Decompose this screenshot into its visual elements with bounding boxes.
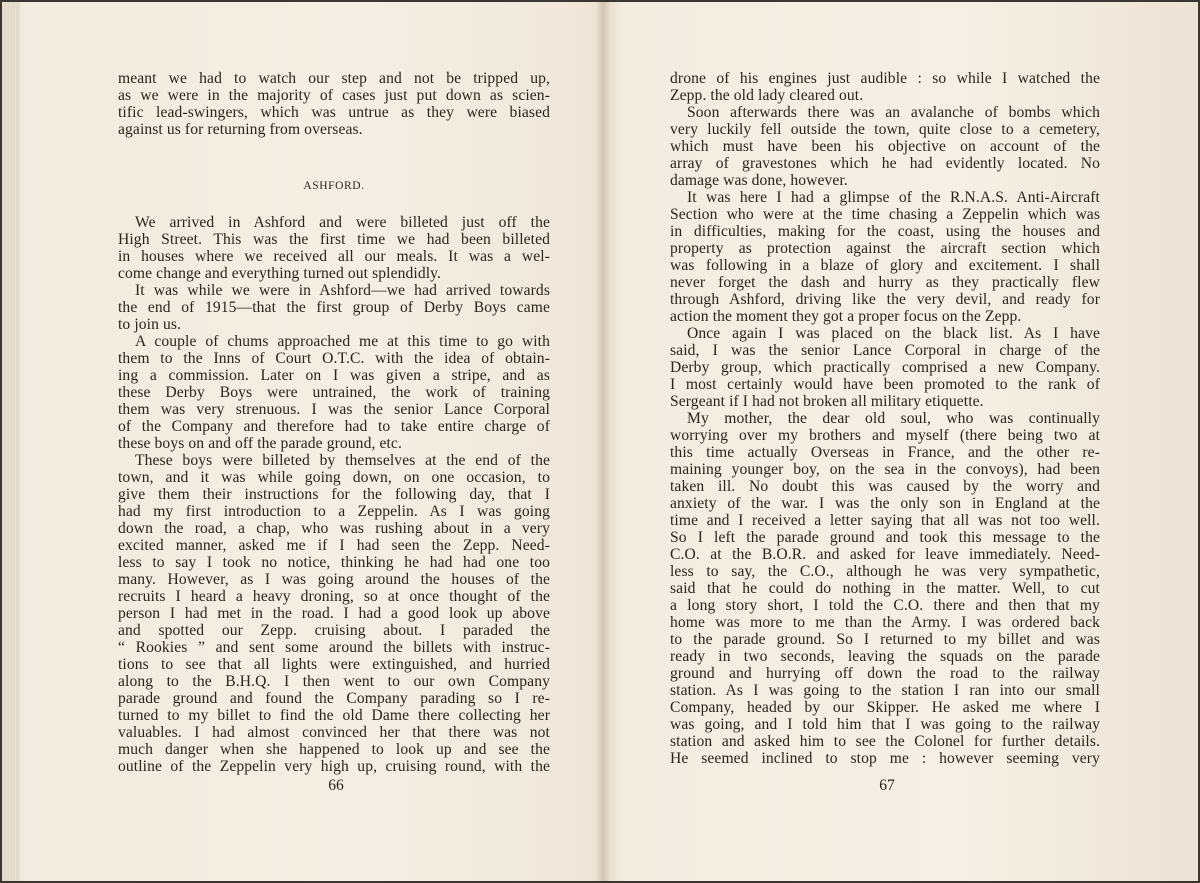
text-line: had my first introduction to a Zeppelin. As I was going (118, 503, 550, 520)
paragraph-continued (670, 70, 1100, 104)
text-line: a long story short, I told the C.O. there and then that my (670, 597, 1100, 614)
text-line: ground and hurrying off down the road to the railway (670, 665, 1100, 682)
text-line: parade ground and found the Company parading so I re- (118, 690, 550, 707)
book-gutter (596, 2, 610, 881)
paragraph (670, 325, 1100, 410)
right-page (670, 70, 1100, 767)
text-line: person I had met in the road. I had a good look up above (118, 605, 550, 622)
text-line: said that he could do nothing in the matter. Well, to cut (670, 580, 1100, 597)
text-line: much danger when she happened to look up and see the (118, 741, 550, 758)
text-line: anxiety of the war. I was the only son in England at the (670, 495, 1100, 512)
text-line: the end of 1915—that the first group of Derby Boys came (118, 299, 550, 316)
paragraph-intro (118, 70, 550, 138)
text-line: which must have been his objective on account of the (670, 138, 1100, 155)
text-line: many. However, as I was going around the houses of the (118, 571, 550, 588)
left-page (118, 70, 550, 775)
text-line: Zepp. the old lady cleared out. (670, 87, 864, 104)
text-line: along to the B.H.Q. I then went to our own Company (118, 673, 550, 690)
text-line: outline of the Zeppelin very high up, cruising round, with the (118, 758, 550, 775)
text-line: station and asked him to see the Colonel for further details. (670, 733, 1100, 750)
text-line: never forget the dash and hurry as they practically flew (670, 274, 1100, 291)
text-line: as we were in the majority of cases just put down as scien- (118, 87, 550, 104)
text-line: Once again I was placed on the black list. As I have (687, 325, 1100, 342)
text-line: these Derby Boys were untrained, the work of training (118, 384, 550, 401)
text-line: We arrived in Ashford and were billeted just off the (135, 214, 550, 231)
text-line: array of gravestones which he had evidently located. No (670, 155, 1100, 172)
text-line: C.O. at the B.O.R. and asked for leave immediately. Need- (670, 546, 1100, 563)
text-line: I most certainly would have been promoted to the rank of (670, 376, 1100, 393)
text-line: turned to my billet to find the old Dame there collecting her (118, 707, 550, 724)
text-line: down the road, a chap, who was rushing about in a very (118, 520, 550, 537)
text-line: time and I received a letter saying that all was not too well. (670, 512, 1100, 529)
text-line: These boys were billeted by themselves at the end of the (135, 452, 550, 469)
text-line: meant we had to watch our step and not be tripped up, (118, 70, 550, 87)
text-line: He seemed inclined to stop me : however seeming very (670, 750, 1100, 767)
page-number: 67 (879, 777, 895, 794)
text-line: ing a commission. Later on I was given a stripe, and as (118, 367, 550, 384)
page-number: 66 (328, 777, 344, 794)
text-line: and spotted our Zepp. cruising about. I paraded the (118, 622, 550, 639)
text-line: A couple of chums approached me at this time to go with (135, 333, 550, 350)
text-line: Company, headed by our Skipper. He asked me where I (670, 699, 1100, 716)
text-line: So I left the parade ground and took this message to the (670, 529, 1100, 546)
text-line: was going, and I told him that I was going to the railway (670, 716, 1100, 733)
text-line: these boys on and off the parade ground, etc. (118, 435, 402, 452)
text-line: worrying over my brothers and myself (there being two at (670, 427, 1100, 444)
section-heading: ASHFORD. (303, 180, 365, 192)
text-line: through Ashford, driving like the very devil, and ready for (670, 291, 1100, 308)
paragraph (118, 214, 550, 282)
paragraph (670, 410, 1100, 767)
text-line: taken ill. No doubt this was caused by the worry and (670, 478, 1100, 495)
text-line: town, and it was while going down, on one occasion, to (118, 469, 550, 486)
text-line: damage was done, however. (670, 172, 848, 189)
text-line: of the Company and therefore had to take entire charge of (118, 418, 550, 435)
text-line: Derby group, which practically comprised a new Company. (670, 359, 1100, 376)
text-line: tific lead-swingers, which was untrue as they were biased (118, 104, 550, 121)
text-line: against us for returning from overseas. (118, 121, 363, 138)
text-line: them was very strenuous. I was the senior Lance Corporal (118, 401, 550, 418)
text-line: come change and everything turned out splendidly. (118, 265, 442, 282)
paragraph (118, 333, 550, 452)
text-line: them to the Inns of Court O.T.C. with the idea of obtain- (118, 350, 550, 367)
text-line: Soon afterwards there was an avalanche of bombs which (687, 104, 1100, 121)
text-line: station. As I was going to the station I ran into our small (670, 682, 1100, 699)
text-line: drone of his engines just audible : so while I watched the (670, 70, 1100, 87)
text-line: valuables. I had almost convinced her that there was not (118, 724, 550, 741)
text-line: It was here I had a glimpse of the R.N.A.S. Anti-Aircraft (687, 189, 1100, 206)
page-edges (2, 2, 20, 881)
text-line: It was while we were in Ashford—we had arrived towards (135, 282, 550, 299)
text-line: to join us. (118, 316, 182, 333)
text-line: in difficulties, making for the coast, using the houses and (670, 223, 1100, 240)
text-line: action the moment they got a proper focus on the Zepp. (670, 308, 1022, 325)
text-line: said, I was the senior Lance Corporal in charge of the (670, 342, 1100, 359)
text-line: ready in two seconds, leaving the squads on the parade (670, 648, 1100, 665)
text-line: High Street. This was the first time we had been billeted (118, 231, 550, 248)
text-line: Section who were at the time chasing a Zeppelin which was (670, 206, 1100, 223)
text-line: to the parade ground. So I returned to my billet and was (670, 631, 1100, 648)
text-line: maining younger boy, on the sea in the convoys), had been (670, 461, 1100, 478)
text-line: very luckily fell outside the town, quite close to a cemetery, (670, 121, 1100, 138)
paragraph (670, 104, 1100, 189)
text-line: excited manner, asked me if I had seen the Zepp. Need- (118, 537, 550, 554)
paragraph (118, 452, 550, 775)
text-line: less to say, the C.O., although he was very sympathetic, (670, 563, 1100, 580)
text-line: “ Rookies ” and sent some around the billets with instruc- (118, 639, 550, 656)
text-line: in houses where we received all our meals. It was a wel- (118, 248, 550, 265)
text-line: My mother, the dear old soul, who was continually (687, 410, 1100, 427)
text-line: was following in a blaze of glory and excitement. I shall (670, 257, 1100, 274)
text-line: property as protection against the aircraft section which (670, 240, 1100, 257)
text-line: home was more to me than the Army. I was ordered back (670, 614, 1100, 631)
text-line: Sergeant if I had not broken all military etiquette. (670, 393, 984, 410)
text-line: less to say I took no notice, thinking he had had one too (118, 554, 550, 571)
paragraph (118, 282, 550, 333)
text-line: recruits I heard a heavy droning, so at once thought of the (118, 588, 550, 605)
paragraph (670, 189, 1100, 325)
text-line: give them their instructions for the following day, that I (118, 486, 550, 503)
text-line: tions to see that all lights were extinguished, and hurried (118, 656, 550, 673)
text-line: this time actually Overseas in France, and the other re- (670, 444, 1100, 461)
